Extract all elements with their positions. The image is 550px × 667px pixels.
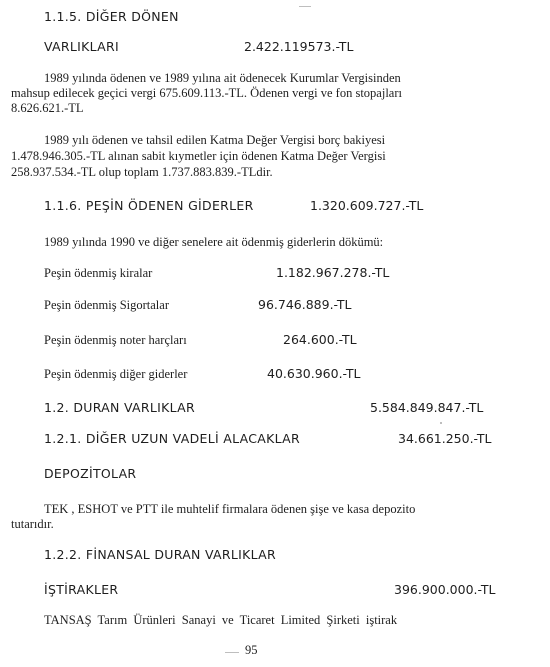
scan-mark (299, 6, 311, 7)
prepaid-item-label: Peşin ödenmiş noter harçları (44, 333, 187, 347)
section-subheading-varliklari: VARLIKLARI (44, 39, 120, 54)
prepaid-item-label: Peşin ödenmiş Sigortalar (44, 298, 169, 312)
prepaid-item-label: Peşin ödenmiş diğer giderler (44, 367, 188, 381)
paragraph-line: 258.937.534.-TL olup toplam 1.737.883.839.-TLdir. (11, 165, 273, 179)
amount-duran-varliklar: 5.584.849.847.-TL (370, 400, 484, 415)
section-heading-1-1-6: 1.1.6. PEŞİN ÖDENEN GİDERLER (44, 198, 254, 213)
prepaid-item-label: Peşin ödenmiş kiralar (44, 266, 153, 280)
deposit-heading: DEPOZİTOLAR (44, 466, 137, 481)
prepaid-item-amount: 264.600.-TL (283, 332, 357, 347)
paragraph-line: 1989 yılında ödenen ve 1989 yılına ait ödenecek Kurumlar Vergisinden (44, 71, 401, 85)
section-heading-1-2: 1.2. DURAN VARLIKLAR (44, 400, 195, 415)
paragraph-line: 8.626.621.-TL (11, 101, 84, 115)
paragraph-line: tutarıdır. (11, 517, 54, 531)
scan-mark (225, 652, 239, 653)
prepaid-item-amount: 1.182.967.278.-TL (276, 265, 390, 280)
paragraph-line: TEK , ESHOT ve PTT ile muhtelif firmalara ödenen şişe ve kasa depozito (44, 502, 416, 516)
paragraph-line: mahsup edilecek geçici vergi 675.609.113.-TL. Ödenen vergi ve fon stopajları (11, 86, 402, 100)
prepaid-item-amount: 40.630.960.-TL (267, 366, 361, 381)
paragraph-line: 1.478.946.305.-TL alınan sabit kıymetler için ödenen Katma Değer Vergisi (11, 149, 386, 163)
paragraph-line: 1989 yılı ödenen ve tahsil edilen Katma Değer Vergisi borç bakiyesi (44, 133, 386, 147)
section-heading-1-1-5: 1.1.5. DİĞER DÖNEN (44, 9, 179, 24)
amount-diger-donen-varliklar: 2.422.119573.-TL (244, 39, 354, 54)
page-number: 95 (245, 643, 258, 657)
affiliates-heading: İŞTİRAKLER (44, 582, 119, 597)
section-heading-1-2-1: 1.2.1. DİĞER UZUN VADELİ ALACAKLAR (44, 431, 301, 446)
section-heading-1-2-2: 1.2.2. FİNANSAL DURAN VARLIKLAR (44, 547, 276, 562)
paragraph-line: TANSAŞ Tarım Ürünleri Sanayi ve Ticaret Limited Şirketi iştirak (44, 613, 398, 627)
amount-diger-uzun-vadeli-alacaklar: 34.661.250.-TL (398, 431, 492, 446)
paragraph-line: 1989 yılında 1990 ve diğer senelere ait ödenmiş giderlerin dökümü: (44, 235, 384, 249)
amount-pesin-odenen-giderler: 1.320.609.727.-TL (310, 198, 424, 213)
amount-istirakler: 396.900.000.-TL (394, 582, 496, 597)
scan-mark (440, 422, 442, 424)
prepaid-item-amount: 96.746.889.-TL (258, 297, 352, 312)
